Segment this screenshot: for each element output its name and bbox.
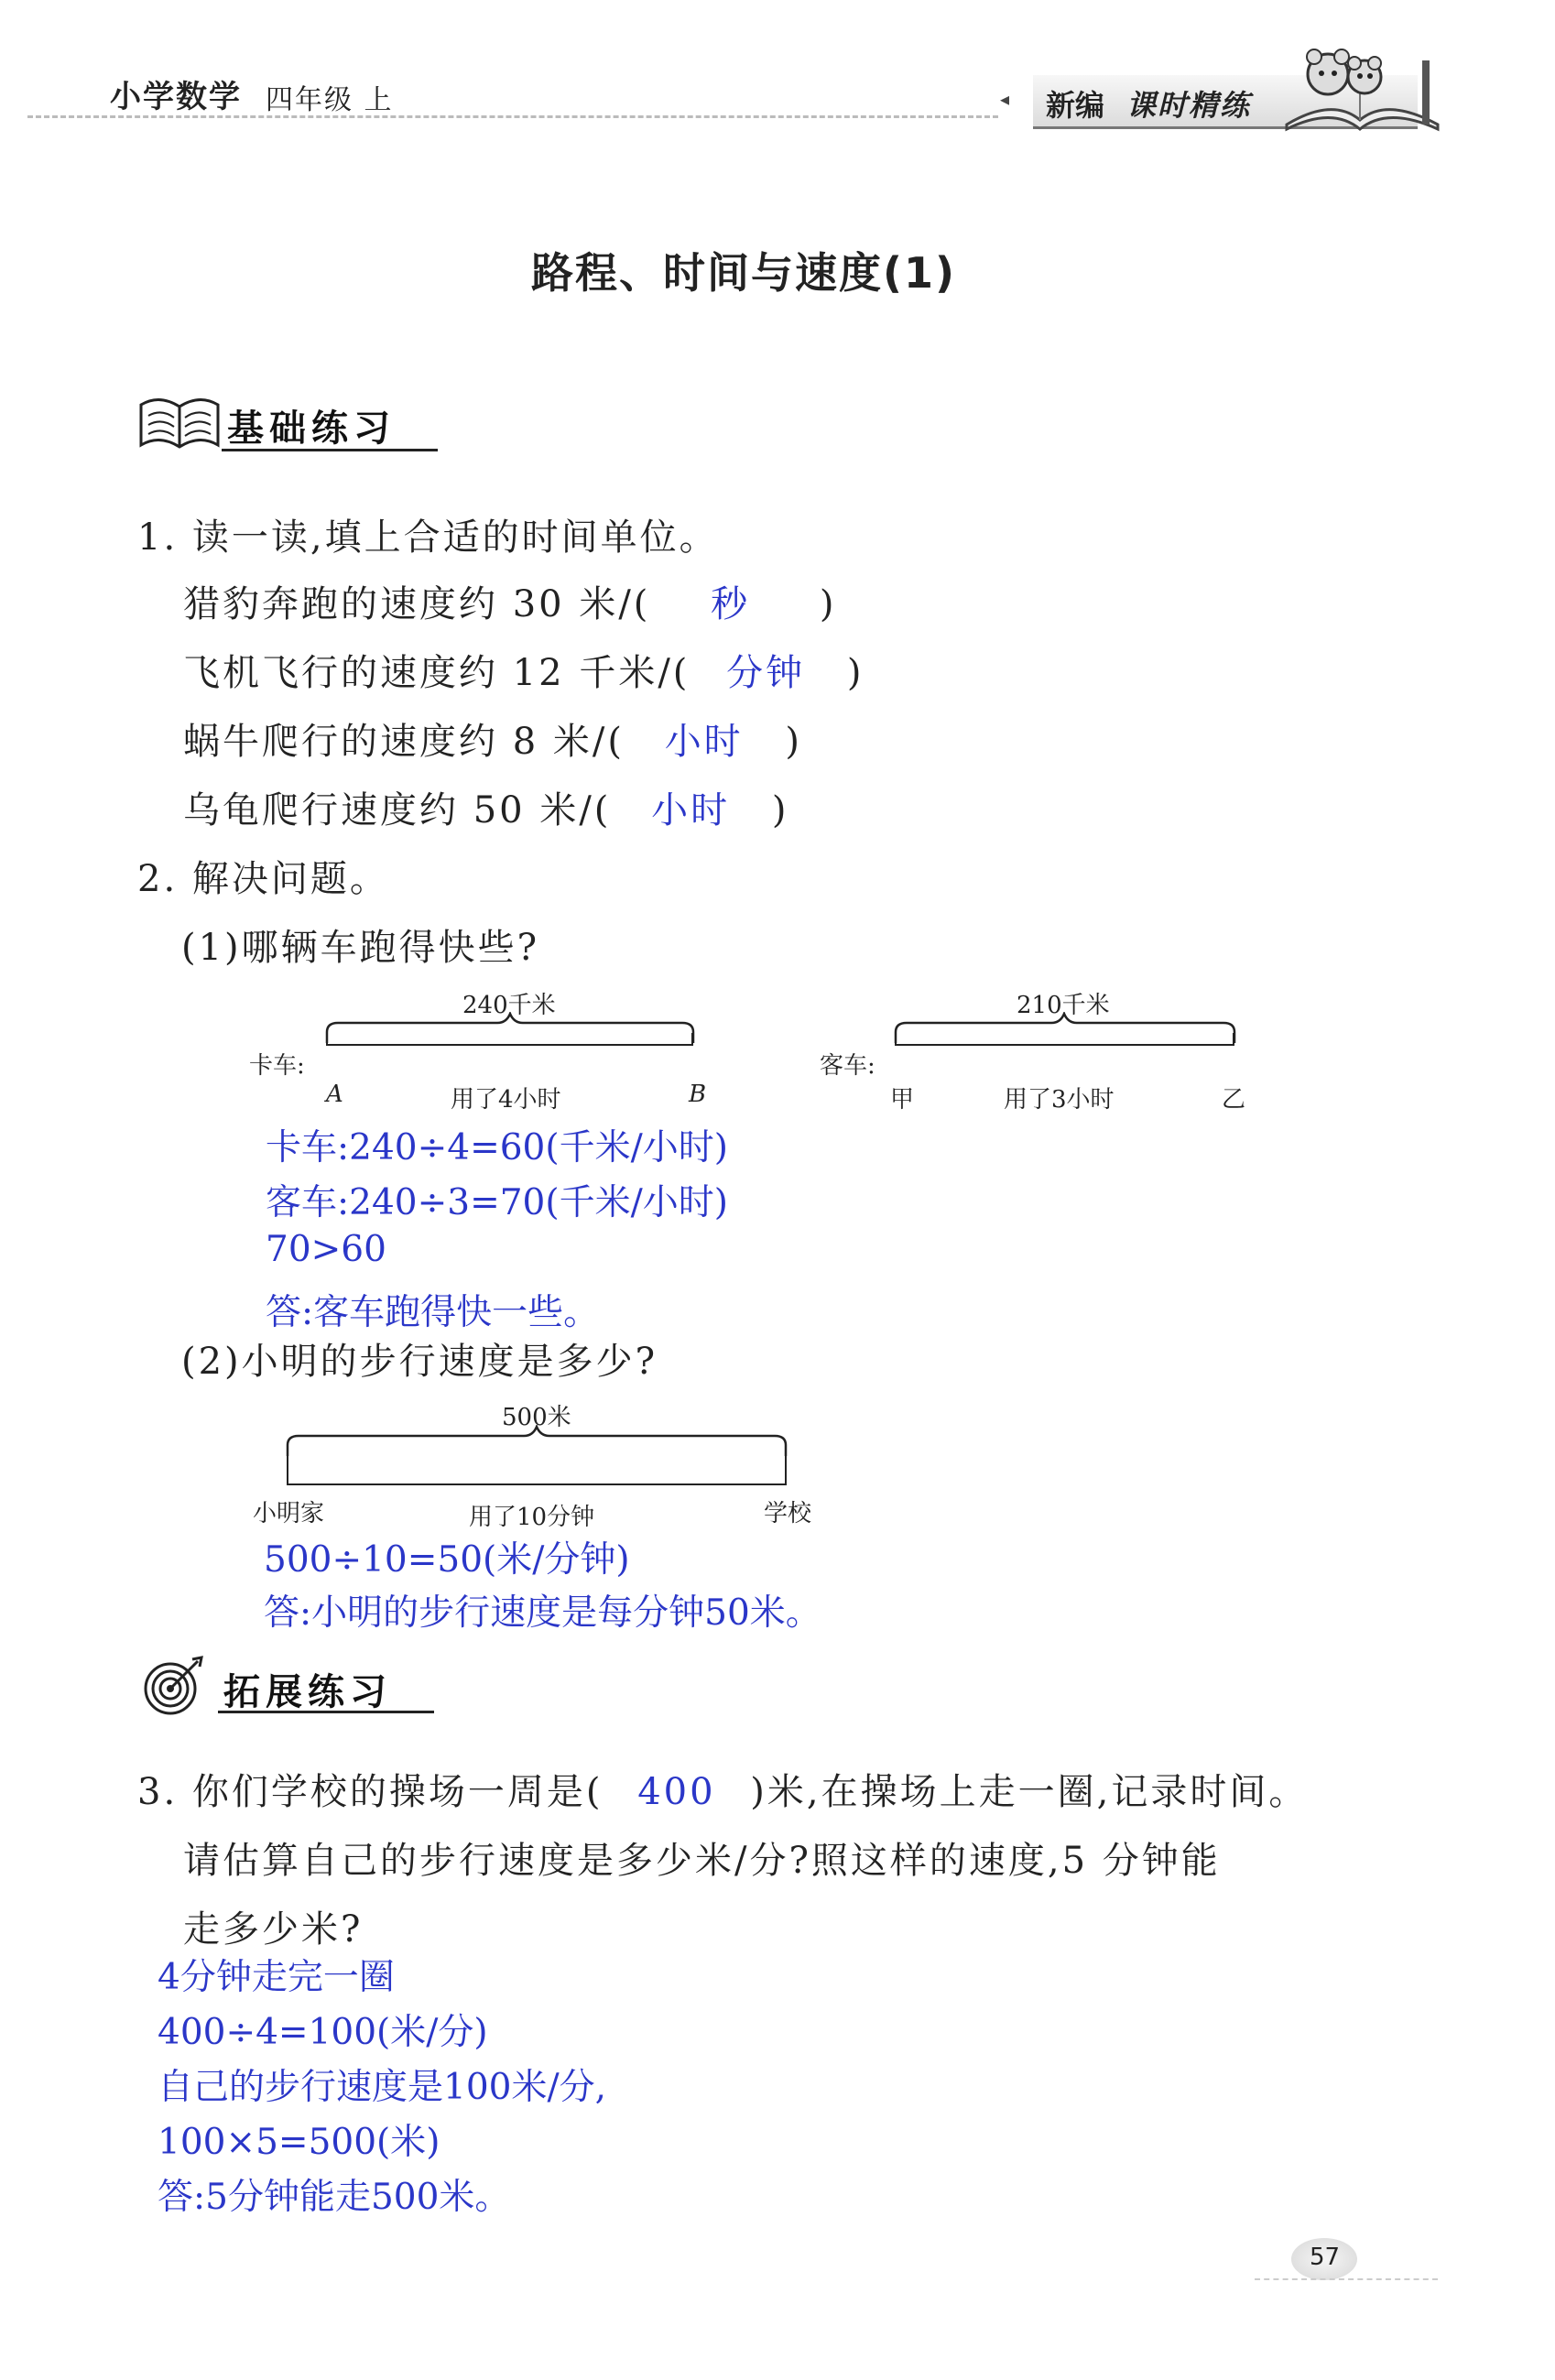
- header-arrow-icon: ◂: [1000, 88, 1010, 110]
- bus-start-point: 甲: [890, 1086, 915, 1114]
- open-book-icon: [137, 392, 222, 456]
- target-icon: [139, 1656, 205, 1720]
- header-series-name: 课时精练: [1126, 88, 1252, 123]
- q2-sub2-prompt: (2)小明的步行速度是多少?: [181, 1341, 658, 1383]
- truck-brace: [325, 1012, 696, 1047]
- q1-item-answer: 秒: [711, 583, 751, 625]
- bus-time: 用了3小时: [1004, 1086, 1115, 1114]
- q3-line-1: [137, 1763, 1308, 1815]
- q1-item-2: [183, 644, 864, 696]
- bus-tick-start: [895, 1033, 897, 1046]
- q3-answer-4: 100×5=500(米): [158, 2122, 440, 2163]
- q3-answer-2: 400÷4=100(米/分): [158, 2012, 488, 2053]
- q1-item-text: 猎豹奔跑的速度约 30 米/(: [183, 583, 651, 625]
- walk-brace: [286, 1425, 788, 1460]
- section-extended-title: 拓展练习: [223, 1671, 392, 1713]
- q3-line1-prefix: 3. 你们学校的操场一周是(: [137, 1771, 604, 1813]
- q2-sub1-prompt: (1)哪辆车跑得快些?: [181, 927, 540, 969]
- q2-sub1-answer-4: 答:客车跑得快一些。: [266, 1292, 600, 1333]
- truck-time: 用了4小时: [451, 1086, 561, 1114]
- truck-end-point: B: [689, 1081, 707, 1108]
- bus-label: 客车:: [820, 1052, 875, 1080]
- truck-label: 卡车:: [249, 1052, 305, 1080]
- header-grade: 四年级 上: [266, 84, 394, 116]
- walk-line: [288, 1483, 786, 1485]
- q3-line1-answer: 400: [637, 1771, 716, 1813]
- footer-swoosh: [1255, 2278, 1438, 2280]
- truck-distance: 240千米: [462, 992, 556, 1019]
- q3-answer-1: 4分钟走完一圈: [158, 1957, 395, 1998]
- q2-sub1-answer-1: 卡车:240÷4=60(千米/小时): [266, 1127, 728, 1168]
- q1-item-answer: 分钟: [726, 652, 806, 694]
- q3-line-3: 走多少米?: [183, 1908, 364, 1951]
- q2-sub1-answer-3: 70>60: [266, 1229, 386, 1270]
- section-extended-underline: [218, 1711, 434, 1713]
- walk-time: 用了10分钟: [469, 1504, 595, 1531]
- truck-tick-start: [326, 1033, 328, 1046]
- q1-item-close: ): [846, 652, 864, 694]
- q3-line1-suffix: )米,在操场上走一圈,记录时间。: [750, 1771, 1309, 1813]
- q1-item-text: 飞机飞行的速度约 12 千米/(: [183, 652, 691, 694]
- bus-brace: [894, 1012, 1236, 1047]
- header-series-prefix: 新编: [1046, 88, 1105, 123]
- bus-tick-end: [1233, 1033, 1234, 1046]
- q1-item-3: [183, 712, 802, 765]
- header-divider: [27, 115, 998, 118]
- walk-start-point: 小明家: [253, 1500, 325, 1527]
- bus-line: [896, 1044, 1234, 1046]
- bus-distance: 210千米: [1017, 992, 1110, 1019]
- walk-distance: 500米: [502, 1404, 571, 1431]
- q1-item-text: 乌龟爬行速度约 50 米/(: [183, 789, 612, 831]
- q3-line-2: 请估算自己的步行速度是多少米/分?照这样的速度,5 分钟能: [183, 1840, 1221, 1882]
- q1-item-close: ): [819, 583, 837, 625]
- q2-sub2-answer-2: 答:小明的步行速度是每分钟50米。: [264, 1592, 821, 1634]
- section-basic-underline: [222, 449, 438, 451]
- bus-end-point: 乙: [1222, 1086, 1246, 1114]
- book-bear-logo: [1278, 33, 1442, 137]
- walk-end-point: 学校: [764, 1500, 812, 1527]
- walk-tick-start: [287, 1454, 288, 1485]
- q3-answer-3: 自己的步行速度是100米/分,: [158, 2067, 606, 2108]
- q1-item-answer: 小时: [664, 721, 744, 763]
- q1-item-text: 蜗牛爬行的速度约 8 米/(: [183, 721, 625, 763]
- section-basic-title: 基础练习: [227, 408, 396, 450]
- truck-tick-end: [691, 1033, 693, 1046]
- page-number: 57: [1310, 2244, 1341, 2271]
- q1-prompt: 1. 读一读,填上合适的时间单位。: [137, 516, 719, 559]
- walk-tick-end: [785, 1454, 787, 1485]
- q3-answer-5: 答:5分钟能走500米。: [158, 2177, 511, 2218]
- q1-item-answer: 小时: [651, 789, 731, 831]
- truck-line: [327, 1044, 693, 1046]
- q1-item-1: [183, 575, 836, 627]
- q2-prompt: 2. 解决问题。: [137, 858, 389, 900]
- truck-start-point: A: [326, 1081, 343, 1108]
- header-subject: 小学数学: [110, 79, 242, 115]
- q1-item-4: [183, 781, 788, 833]
- q1-item-close: ): [785, 721, 803, 763]
- q2-sub2-answer-1: 500÷10=50(米/分钟): [264, 1539, 630, 1581]
- page-title: 路程、时间与速度(1): [531, 248, 957, 298]
- q1-item-close: ): [771, 789, 789, 831]
- q2-sub1-answer-2: 客车:240÷3=70(千米/小时): [266, 1182, 728, 1223]
